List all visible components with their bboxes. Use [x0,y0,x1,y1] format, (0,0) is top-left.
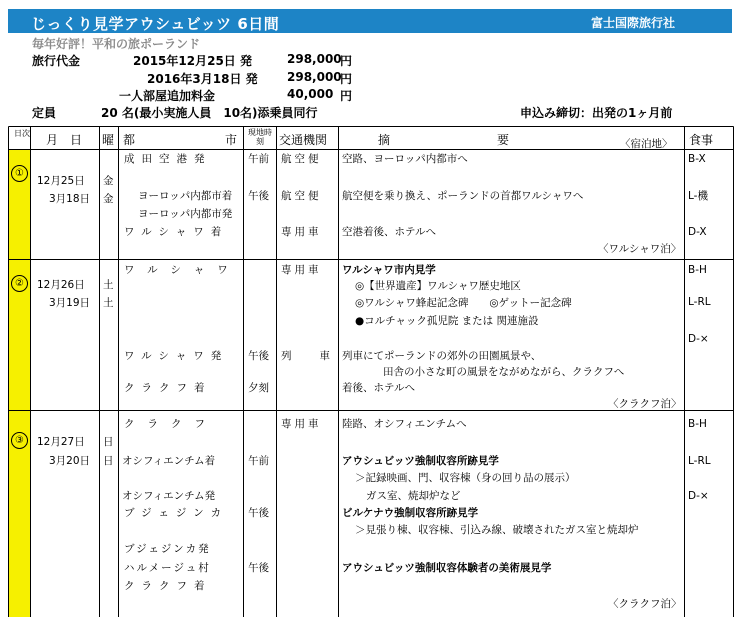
day3-summary-5: ビルケナウ強制収容所跡見学 [342,507,479,519]
day3-summary-3: ＞記録映画、門、収容棟（身の回り品の展示） [355,472,576,484]
header-summary-2: 要 [497,133,510,147]
day2-city-1: ワルシャワ [124,264,241,276]
day1-date-1: 12月25日 [37,175,85,187]
price-label: 旅行代金 [32,54,81,68]
day2-stay: 〈クラクフ泊〉 [608,398,682,410]
day3-city-5: ブジェジンカ [124,507,229,519]
day3-summary-2: アウシュビッツ強制収容所跡見学 [342,455,499,467]
departure-date-2: 2016年3月18日 発 [147,72,258,86]
day-number-2: ② [11,275,28,292]
day2-date-1: 12月26日 [37,279,85,291]
day1-transport-4: 専用車 [281,226,322,238]
day2-time-7: 夕刻 [248,382,269,394]
day3-date-2: 3月20日 [49,455,91,467]
day2-summary-7: 着後、ホテルへ [342,382,415,394]
day3-summary-1: 陸路、オシフィエンチムへ [342,418,467,430]
day1-meal-2: L-機 [688,190,708,202]
day1-time-1: 午前 [248,153,269,165]
day2-weekday-1: 土 [103,279,114,291]
day1-time-2: 午後 [248,190,269,202]
day1-city-1: 成田空港発 [124,153,212,165]
day2-transport-1: 専用車 [281,264,322,276]
day2-meal-1: B-H [688,264,707,276]
header-city-2: 市 [225,133,238,147]
day3-summary-8: アウシュビッツ強制収容体験者の美術展見学 [342,562,552,574]
day2-city-5: ワルシャワ発 [124,350,229,362]
day1-meal-4: D-X [688,226,707,238]
day3-meal-4: D-× [688,490,709,502]
day2-summary-5: 列車にてポーランドの郊外の田園風景や、 [342,350,542,362]
header-local-time: 現地時刻 [248,128,272,146]
header-stay: 〈宿泊地〉 [620,138,673,150]
single-room-label: 一人部屋追加料金 [119,89,216,103]
header-day: 日次 [14,129,30,138]
day1-stay: 〈ワルシャワ泊〉 [598,243,682,255]
day2-time-5: 午後 [248,350,269,362]
day3-weekday-2: 日 [103,455,114,467]
day2-summary-1: ワルシャワ市内見学 [342,264,436,276]
day1-meal-1: B-X [688,153,706,165]
header-city: 都 [123,133,136,147]
header-date: 月 日 [46,133,83,147]
day2-meal-2: L-RL [688,296,711,308]
header-summary: 摘 [378,133,391,147]
day2-summary-4: ●コルチャック孤児院 または 関連施設 [355,315,539,327]
day3-meal-1: B-H [688,418,707,430]
header-weekday: 曜 [102,133,115,147]
day2-date-2: 3月19日 [49,297,91,309]
day3-meal-2: L-RL [688,455,711,467]
yen-2: 円 [340,72,353,86]
day1-date-2: 3月18日 [49,193,91,205]
header-meals: 食事 [689,133,714,147]
price-1: 298,000 [287,52,342,66]
day3-city-1: クラクフ [124,418,218,430]
departure-date-1: 2015年12月25日 発 [133,54,252,68]
day2-meal-4: D-× [688,333,709,345]
day1-summary-1: 空路、ヨーロッパ内都市へ [342,153,468,165]
single-room-price: 40,000 [287,87,334,101]
day1-transport-1: 航空便 [281,153,322,165]
day3-city-9: クラクフ着 [124,580,212,592]
day1-weekday-1: 金 [103,175,114,187]
day3-time-2: 午前 [248,455,269,467]
tour-title: じっくり見学アウシュビッツ 6日間 [31,15,280,33]
day-number-1: ① [11,165,28,182]
day1-summary-2: 航空便を乗り換え、ポーランドの首都ワルシャワへ [342,190,584,202]
yen-3: 円 [340,89,353,103]
day3-city-8: ハルメージュ村 [124,562,211,574]
day3-weekday-1: 日 [103,436,114,448]
deadline: 申込み締切：出発の1ヶ月前 [520,106,673,120]
day3-time-8: 午後 [248,562,269,574]
day2-weekday-2: 土 [103,297,114,309]
day2-city-7: クラクフ着 [124,382,212,394]
day3-date-1: 12月27日 [37,436,85,448]
day2-summary-2: ◎【世界遺産】ワルシャワ歴史地区 [355,280,521,292]
price-2: 298,000 [287,70,342,84]
day3-city-2: オシフィエンチム着 [122,455,216,467]
day-number-3: ③ [11,432,28,449]
day1-transport-2: 航空便 [281,190,322,202]
day3-city-4: オシフィエンチム発 [122,490,216,502]
day1-city-2: ヨーロッパ内都市着 [138,190,233,202]
day3-stay: 〈クラクフ泊〉 [608,598,682,610]
agency-name: 富士国際旅行社 [591,16,676,30]
yen-1: 円 [340,54,353,68]
day3-summary-4: ガス室、焼却炉など [366,490,461,502]
day2-summary-3: ◎ワルシャワ蜂起記念碑 ◎ゲットー記念碑 [355,297,572,309]
subtitle: 毎年好評！平和の旅ポーランド [32,37,201,51]
day3-city-7: ブジェジンカ発 [124,543,211,555]
day3-summary-6: ＞見張り棟、収容棟、引込み線、破壊されたガス室と焼却炉 [355,524,639,536]
day3-transport-1: 専用車 [281,418,322,430]
day1-city-3: ヨーロッパ内都市発 [138,208,233,220]
day3-time-5: 午後 [248,507,269,519]
day1-city-4: ワルシャワ着 [124,226,229,238]
capacity-value: 20 名(最小実施人員 10名)添乗員同行 [101,106,318,120]
day2-summary-6: 田舎の小さな町の風景をながめながら、クラクフへ [383,366,625,378]
capacity-label: 定員 [32,106,57,120]
header-transport: 交通機関 [279,133,328,147]
day2-transport-5: 列車 [281,350,358,362]
day1-weekday-2: 金 [103,193,114,205]
day1-summary-4: 空港着後、ホテルへ [342,226,436,238]
